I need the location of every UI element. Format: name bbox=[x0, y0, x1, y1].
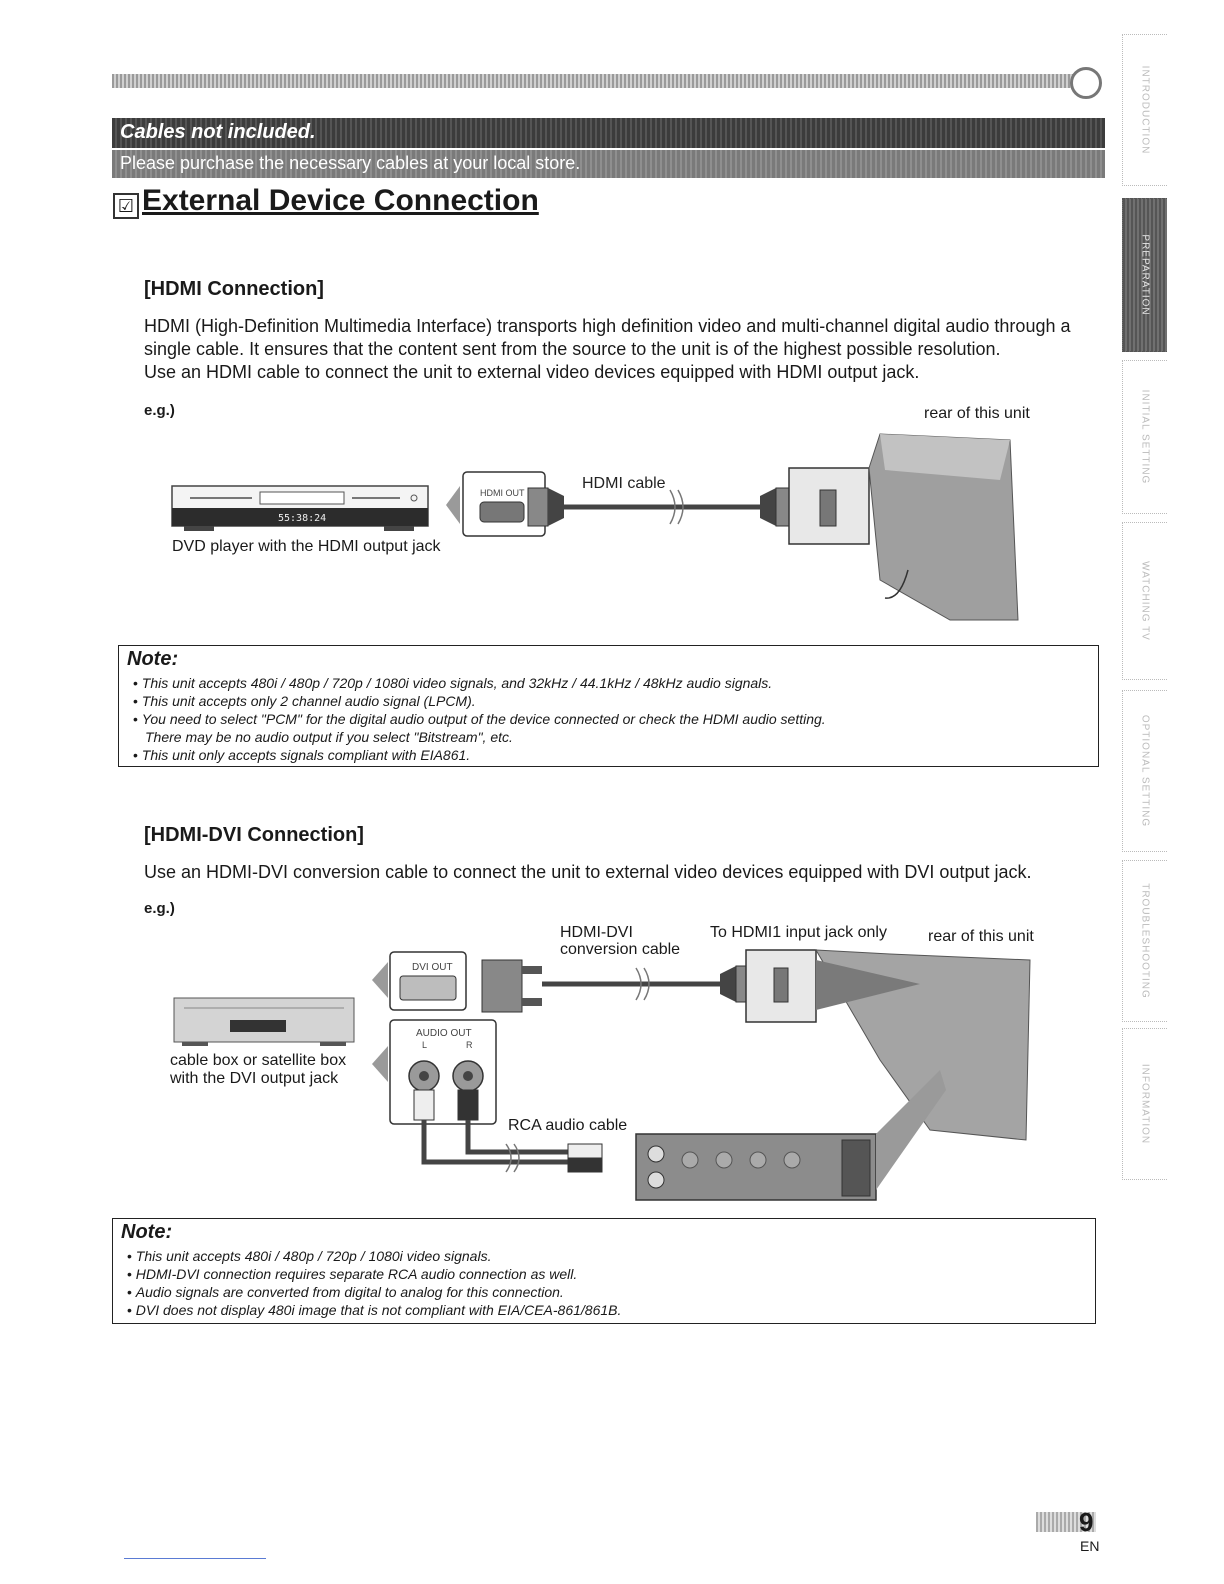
audio-l-label: L bbox=[422, 1040, 428, 1050]
note-list bbox=[133, 674, 826, 764]
hdmi-plug-left bbox=[528, 488, 548, 526]
dvi-eg-label: e.g.) bbox=[144, 900, 175, 917]
tab-label: WATCHING TV bbox=[1139, 561, 1151, 641]
page-number: 9 bbox=[1079, 1507, 1094, 1537]
note-item: • DVI does not display 480i image that is not compliant with EIA/CEA-861/861B. bbox=[127, 1301, 621, 1319]
note-list bbox=[127, 1247, 621, 1319]
zoom-wedge bbox=[446, 486, 460, 524]
tab-introduction[interactable] bbox=[1122, 34, 1167, 186]
page-language: EN bbox=[1080, 1538, 1100, 1554]
tab-label: INTRODUCTION bbox=[1139, 65, 1151, 155]
dvi-out-label: DVI OUT bbox=[412, 962, 453, 973]
cable-box-label-1: cable box or satellite box bbox=[170, 1052, 347, 1069]
hdmi-connection-diagram bbox=[160, 420, 1040, 630]
tab-label: PREPARATION bbox=[1139, 234, 1151, 316]
note-item: • Audio signals are converted from digital to analog for this connection. bbox=[127, 1283, 621, 1301]
checkbox-icon: ☑ bbox=[113, 193, 139, 219]
tab-preparation[interactable] bbox=[1122, 198, 1167, 352]
hdmi-section-title: [HDMI Connection] bbox=[144, 278, 324, 300]
tab-information[interactable] bbox=[1122, 1028, 1167, 1180]
tab-optional-setting[interactable] bbox=[1122, 690, 1167, 852]
cable-box-illustration bbox=[174, 998, 354, 1046]
page-title: External Device Connection bbox=[142, 184, 539, 217]
tab-troubleshooting[interactable] bbox=[1122, 860, 1167, 1022]
note-item: • You need to select "PCM" for the digital audio output of the device connected or check the HDMI audio setting. bbox=[133, 710, 826, 728]
dvi-port-icon bbox=[400, 976, 456, 1000]
cable-box-label-2: with the DVI output jack bbox=[170, 1070, 339, 1087]
note-item: • HDMI-DVI connection requires separate RCA audio connection as well. bbox=[127, 1265, 621, 1283]
note-item: • This unit only accepts signals compliant with EIA861. bbox=[133, 746, 826, 764]
hdmi-rear-label: rear of this unit bbox=[924, 405, 1030, 422]
note-box-dvi bbox=[112, 1218, 1096, 1324]
banner-title: Cables not included. bbox=[120, 121, 316, 143]
note-title: Note: bbox=[127, 648, 179, 670]
dvi-paragraph: Use an HDMI-DVI conversion cable to connect the unit to external video devices equipped with DVI output jack. bbox=[144, 862, 1032, 882]
banner-subtitle: Please purchase the necessary cables at your local store. bbox=[120, 153, 581, 173]
dvi-rear-label: rear of this unit bbox=[928, 928, 1034, 945]
tab-label: INFORMATION bbox=[1139, 1063, 1151, 1145]
top-rule-end-circle bbox=[1070, 67, 1102, 99]
cables-banner bbox=[112, 118, 1105, 148]
note-item: • This unit accepts 480i / 480p / 720p / 1080i video signals. bbox=[127, 1247, 621, 1265]
hdmi1-jack-note: To HDMI1 input jack only bbox=[710, 924, 887, 941]
dvi-cable-label-2: conversion cable bbox=[560, 941, 681, 958]
tab-label: TROUBLESHOOTING bbox=[1139, 883, 1151, 999]
dvd-player-illustration bbox=[172, 486, 428, 531]
dvi-plug bbox=[482, 960, 522, 1012]
hdmi-port-icon bbox=[480, 502, 524, 522]
note-item: There may be no audio output if you select "Bitstream", etc. bbox=[145, 729, 513, 745]
note-title: Note: bbox=[121, 1221, 173, 1243]
hdmi-out-label: HDMI OUT bbox=[480, 488, 525, 498]
dvi-section-title: [HDMI-DVI Connection] bbox=[144, 824, 364, 846]
hdmi-paragraph-1: HDMI (High-Definition Multimedia Interface) transports high definition video and multi-channel digital audio through a single cable. It ensures that the content sent from the source to the unit is of the highest possible resolution. bbox=[144, 316, 1071, 359]
dvd-display-readout: 55:38:24 bbox=[278, 513, 327, 524]
audio-out-label: AUDIO OUT bbox=[416, 1028, 472, 1039]
tab-watching-tv[interactable] bbox=[1122, 522, 1167, 680]
bottom-divider bbox=[124, 1558, 266, 1559]
note-box-hdmi bbox=[118, 645, 1099, 767]
tab-label: INITIAL SETTING bbox=[1139, 389, 1151, 485]
note-item: • This unit accepts 480i / 480p / 720p / 1080i video signals, and 32kHz / 44.1kHz / 48kHz audio signals. bbox=[133, 674, 826, 692]
audio-r-label: R bbox=[466, 1040, 473, 1050]
dvd-player-label: DVD player with the HDMI output jack bbox=[172, 538, 441, 555]
rca-cable-label: RCA audio cable bbox=[508, 1117, 628, 1134]
hdmi-eg-label: e.g.) bbox=[144, 402, 175, 419]
top-rule bbox=[112, 74, 1074, 88]
tab-initial-setting[interactable] bbox=[1122, 360, 1167, 514]
hdmi-paragraph-2: Use an HDMI cable to connect the unit to external video devices equipped with HDMI output jack. bbox=[144, 362, 920, 382]
dvi-cable-label-1: HDMI-DVI bbox=[560, 924, 633, 941]
note-item: • This unit accepts only 2 channel audio signal (LPCM). bbox=[133, 692, 826, 710]
hdmi-cable-label: HDMI cable bbox=[582, 475, 666, 492]
tab-label: OPTIONAL SETTING bbox=[1139, 714, 1151, 828]
cables-banner-subtitle-bar bbox=[112, 150, 1105, 178]
